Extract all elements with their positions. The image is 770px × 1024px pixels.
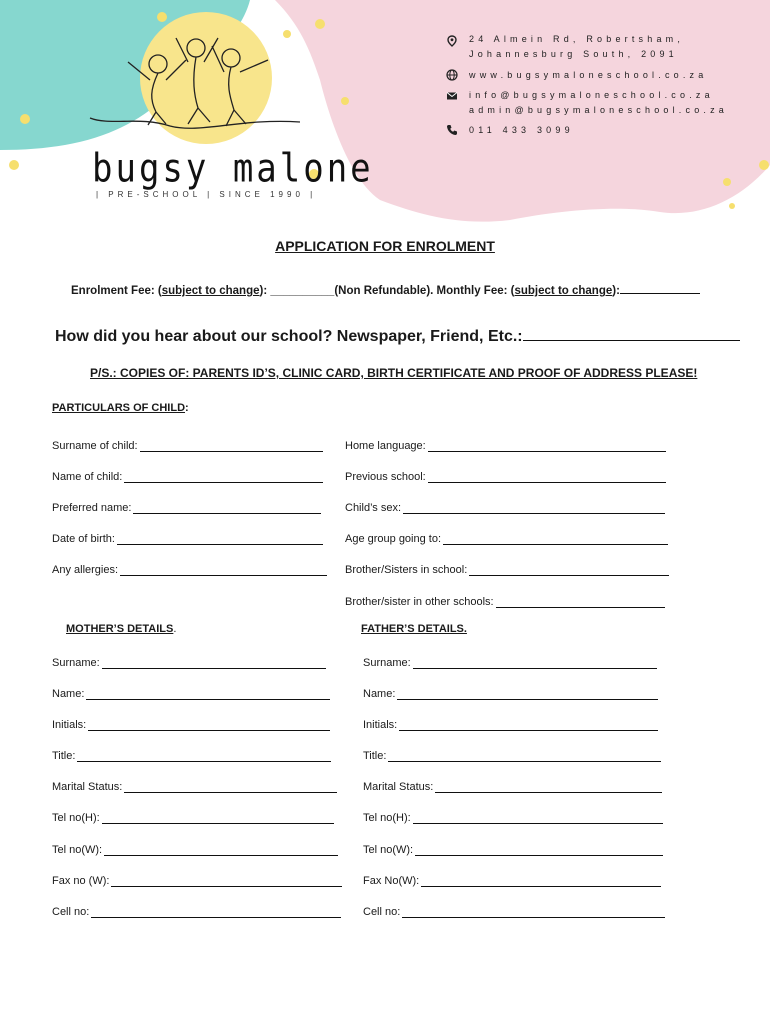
child-field-label: Child’s sex: [345, 502, 402, 514]
location-pin-icon [446, 35, 458, 47]
father-field-input-line[interactable] [402, 906, 665, 918]
father-field-label: Tel no(H): [363, 812, 411, 824]
mother-field-input-line[interactable] [91, 906, 341, 918]
father-field [363, 653, 657, 669]
child-field-input-line[interactable] [117, 533, 323, 545]
father-field-label: Tel no(W): [363, 844, 414, 856]
father-field-label: Name: [363, 688, 396, 700]
fee-line: Enrolment Fee: (subject to change): __________(Non Refundable). Monthly Fee: (subject to change): [71, 282, 700, 297]
dot [315, 19, 325, 29]
child-field-input-line[interactable] [124, 471, 323, 483]
form-title: APPLICATION FOR ENROLMENT [275, 238, 495, 254]
father-field-input-line[interactable] [388, 750, 661, 762]
child-field-label: Surname of child: [52, 440, 138, 452]
referral-answer-blank[interactable] [523, 325, 740, 341]
child-field-label: Preferred name: [52, 502, 132, 514]
child-field [345, 560, 669, 576]
school-tagline: | PRE-SCHOOL | SINCE 1990 | [96, 190, 317, 199]
dot [759, 160, 769, 170]
monthly-fee-blank[interactable] [620, 282, 700, 294]
father-field-label: Title: [363, 750, 387, 762]
child-field [52, 560, 327, 576]
mother-field-input-line[interactable] [102, 657, 326, 669]
globe-icon [446, 69, 458, 81]
website-link[interactable]: www.bugsymaloneschool.co.za [469, 70, 708, 80]
child-field-input-line[interactable] [403, 502, 665, 514]
child-field-input-line[interactable] [443, 533, 668, 545]
child-field [52, 529, 323, 545]
father-field-input-line[interactable] [415, 844, 663, 856]
envelope-icon [446, 90, 458, 102]
child-field-input-line[interactable] [120, 564, 327, 576]
father-field-input-line[interactable] [435, 781, 662, 793]
father-field [363, 840, 663, 856]
father-field-input-line[interactable] [399, 719, 658, 731]
dot [157, 12, 167, 22]
address-line-1: 24 Almein Rd, Robertsham, [469, 34, 685, 44]
child-field-label: Name of child: [52, 471, 123, 483]
father-field [363, 684, 658, 700]
mother-field [52, 840, 338, 856]
dot [341, 97, 349, 105]
father-field-input-line[interactable] [413, 812, 663, 824]
dot [20, 114, 30, 124]
mother-field-label: Fax no (W): [52, 875, 110, 887]
mother-field-label: Cell no: [52, 906, 90, 918]
child-field-label: Previous school: [345, 471, 426, 483]
dot [9, 160, 19, 170]
mother-field-label: Tel no(H): [52, 812, 100, 824]
child-field-label: Brother/sister in other schools: [345, 596, 494, 608]
child-field-label: Any allergies: [52, 564, 119, 576]
dot [283, 30, 291, 38]
father-field-label: Fax No(W): [363, 875, 420, 887]
mother-field [52, 777, 337, 793]
father-section-heading: FATHER’S DETAILS. [361, 623, 467, 635]
child-field-input-line[interactable] [140, 440, 323, 452]
email-info-link[interactable]: info@bugsymaloneschool.co.za [469, 90, 714, 100]
child-field [345, 436, 666, 452]
father-field-input-line[interactable] [413, 657, 657, 669]
mother-field [52, 902, 341, 918]
documents-note: P/S.: COPIES OF: PARENTS ID’S, CLINIC CARD, BIRTH CERTIFICATE AND PROOF OF ADDRESS PLEASE! [90, 366, 698, 380]
child-field-input-line[interactable] [496, 596, 665, 608]
mother-field-input-line[interactable] [77, 750, 331, 762]
mother-field-input-line[interactable] [86, 688, 330, 700]
mother-section-heading: MOTHER’S DETAILS. [66, 623, 177, 635]
mother-field-label: Title: [52, 750, 76, 762]
address-line-2: Johannesburg South, 2091 [469, 49, 678, 59]
father-field-label: Cell no: [363, 906, 401, 918]
mother-field [52, 871, 342, 887]
child-field-label: Date of birth: [52, 533, 115, 545]
dot [729, 203, 735, 209]
mother-field [52, 715, 330, 731]
mother-field [52, 808, 334, 824]
phone-number: 011 433 3099 [469, 125, 574, 135]
child-field [345, 529, 668, 545]
child-field [52, 436, 323, 452]
mother-field [52, 684, 330, 700]
father-field [363, 808, 663, 824]
father-field [363, 715, 658, 731]
mother-field-label: Marital Status: [52, 781, 123, 793]
father-field-label: Initials: [363, 719, 398, 731]
mother-field-input-line[interactable] [111, 875, 342, 887]
mother-field-label: Name: [52, 688, 85, 700]
child-field-label: Age group going to: [345, 533, 442, 545]
child-field-input-line[interactable] [469, 564, 669, 576]
child-field [345, 467, 666, 483]
child-field-input-line[interactable] [133, 502, 321, 514]
mother-field [52, 653, 326, 669]
father-field-label: Marital Status: [363, 781, 434, 793]
email-admin-link[interactable]: admin@bugsymaloneschool.co.za [469, 105, 729, 115]
child-field-label: Home language: [345, 440, 426, 452]
mother-field-input-line[interactable] [88, 719, 330, 731]
father-field [363, 871, 661, 887]
child-field-label: Brother/Sisters in school: [345, 564, 468, 576]
mother-field-input-line[interactable] [104, 844, 338, 856]
father-field [363, 902, 665, 918]
school-logo-wordmark: bugsy malone [92, 146, 374, 192]
mother-field [52, 746, 331, 762]
referral-question: How did you hear about our school? Newspaper, Friend, Etc.: [55, 325, 740, 346]
father-field-input-line[interactable] [397, 688, 658, 700]
mother-field-label: Surname: [52, 657, 100, 669]
father-field [363, 777, 662, 793]
mother-field-input-line[interactable] [124, 781, 337, 793]
child-field-input-line[interactable] [428, 471, 666, 483]
father-field [363, 746, 661, 762]
child-section-heading: PARTICULARS OF CHILD: [52, 402, 189, 414]
father-field-input-line[interactable] [421, 875, 661, 887]
child-field [52, 467, 323, 483]
child-field [345, 498, 665, 514]
mother-field-input-line[interactable] [102, 812, 334, 824]
child-field-input-line[interactable] [428, 440, 666, 452]
child-field [345, 592, 665, 608]
child-field [52, 498, 321, 514]
mother-field-label: Tel no(W): [52, 844, 103, 856]
mother-field-label: Initials: [52, 719, 87, 731]
phone-icon [446, 124, 458, 136]
dot [723, 178, 731, 186]
yellow-sun-circle [140, 12, 272, 144]
father-field-label: Surname: [363, 657, 411, 669]
